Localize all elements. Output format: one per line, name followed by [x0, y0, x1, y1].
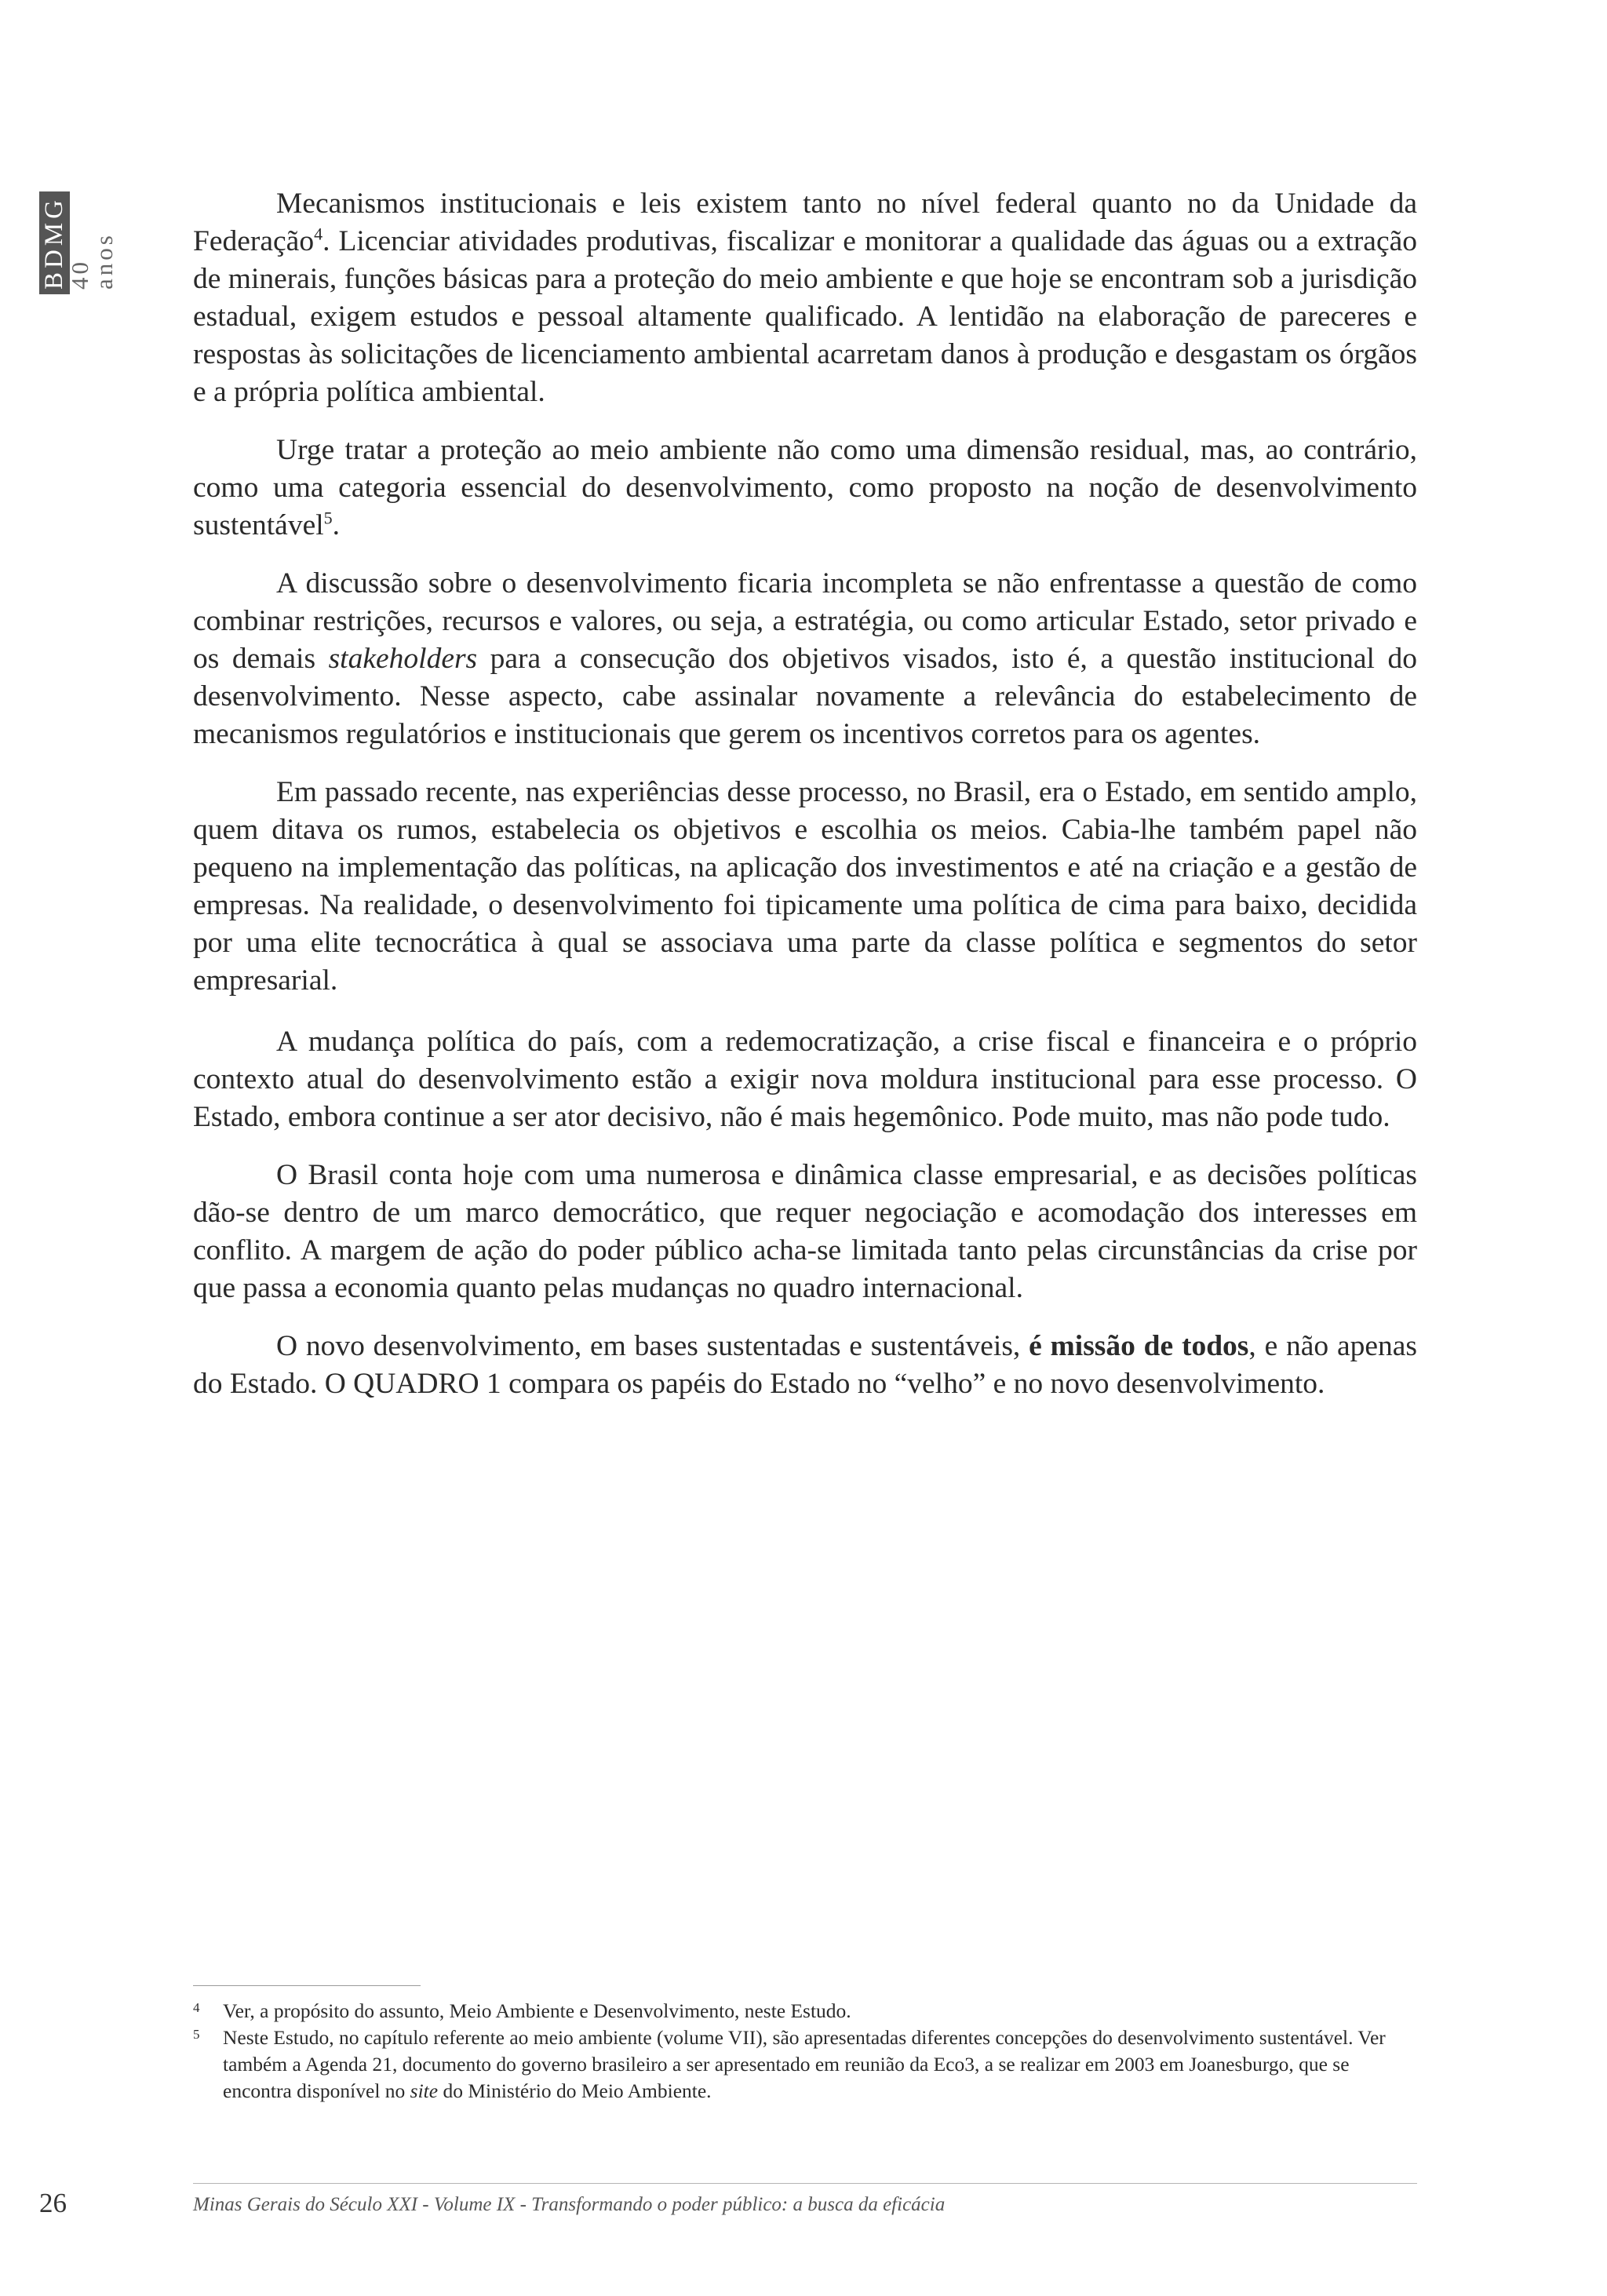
paragraph-6: O Brasil conta hoje com uma numerosa e dinâmica classe empresarial, e as decisões políticas dão-se dentro de um marco democrático, que requer negociação e acomodação dos interesses em conflito. A margem de ação do poder público acha-se limitada tanto pelas circunstâncias da crise por que passa a economia quanto pelas mudanças no quadro internacional.	[193, 1159, 1417, 1304]
side-tab	[39, 191, 118, 294]
paragraph-1: Mecanismos institucionais e leis existem tanto no nível federal quanto no da Unidade da Federação$^4$. Licenciar atividades produtivas, fiscalizar e monitorar a qualidade das águas ou a extração de minerais, funções básicas para a proteção do meio ambiente e que hoje se encontram sob a jurisdição estadual, exigem estudos e pessoal altamente qualificado. A lentidão na elaboração de pareceres e respostas às solicitações de licenciamento ambiental acarretam danos à produção e desgastam os órgãos e a própria política ambiental.	[193, 188, 1417, 408]
paragraph-3: A discussão sobre o desenvolvimento ficaria incompleta se não enfrentasse a questão de como combinar restrições, recursos e valores, ou seja, a estratégia, ou como articular Estado, setor privado e os demais stakeholders para a consecução dos objetivos visados, isto é, a questão institucional do desenvolvimento. Nesse aspecto, cabe assinalar novamente a relevância do estabelecimento de mecanismos regulatórios e institucionais que gerem os incentivos corretos para os agentes.	[193, 567, 1417, 750]
paragraph-7: O novo desenvolvimento, em bases sustentadas e sustentáveis, é missão de todos, e não apenas do Estado. O QUADRO 1 compara os papéis do Estado no “velho” e no novo desenvolvimento.	[193, 1330, 1417, 1400]
page-number: 26	[39, 2188, 67, 2218]
italic-term: stakeholders	[328, 643, 478, 675]
footer-divider	[193, 2183, 1417, 2184]
brand-label: BDMG	[39, 191, 70, 294]
footnote-ref-5: 5	[323, 508, 333, 528]
footnote-4	[193, 1998, 1417, 2024]
body-text	[193, 185, 1417, 1423]
paragraph-2: Urge tratar a proteção ao meio ambiente não como uma dimensão residual, mas, ao contrário, como uma categoria essencial do desenvolvimento, como proposto na noção de desenvolvimento sustentável$^5$.	[193, 434, 1417, 541]
paragraph-4: Em passado recente, nas experiências desse processo, no Brasil, era o Estado, em sentido amplo, quem ditava os rumos, estabelecia os objetivos e escolhia os meios. Cabia-lhe também papel não pequeno na implementação das políticas, na aplicação dos investimentos e até na criação e a gestão de empresas. Na realidade, o desenvolvimento foi tipicamente uma política de cima para baixo, decidida por uma elite tecnocrática à qual se associava uma parte da classe política e segmentos do setor empresarial.	[193, 776, 1417, 997]
bold-emphasis: é missão de todos	[1029, 1330, 1249, 1362]
footnotes	[193, 1998, 1417, 2105]
footnote-number: 4	[193, 2000, 200, 2015]
footnote-number: 5	[193, 2027, 200, 2042]
footnote-ref-4: 4	[314, 224, 323, 244]
paragraph-5: A mudança política do país, com a redemocratização, a crise fiscal e financeira e o próprio contexto atual do desenvolvimento estão a exigir nova moldura institucional para esse processo. O Estado, embora continue a ser ator decisivo, não é mais hegemônico. Pode muito, mas não pode tudo.	[193, 1026, 1417, 1133]
footnote-text: Neste Estudo, no capítulo referente ao meio ambiente (volume VII), são apresentadas diferentes concepções do desenvolvimento sustentável. Ver também a Agenda 21, documento do governo brasileiro a ser apresentado em reunião da Eco3, a se realizar em 2003 em Joanesburgo, que se encontra disponível no site do Ministério do Meio Ambiente.	[223, 2026, 1386, 2102]
anniversary-label: 40 anos	[66, 232, 118, 290]
footnote-text: Ver, a propósito do assunto, Meio Ambiente e Desenvolvimento, neste Estudo.	[223, 1999, 851, 2022]
running-title: Minas Gerais do Século XXI - Volume IX - Transformando o poder público: a busca da eficácia	[193, 2194, 946, 2215]
footnote-5	[193, 2024, 1417, 2105]
footnote-divider	[193, 1985, 421, 1986]
